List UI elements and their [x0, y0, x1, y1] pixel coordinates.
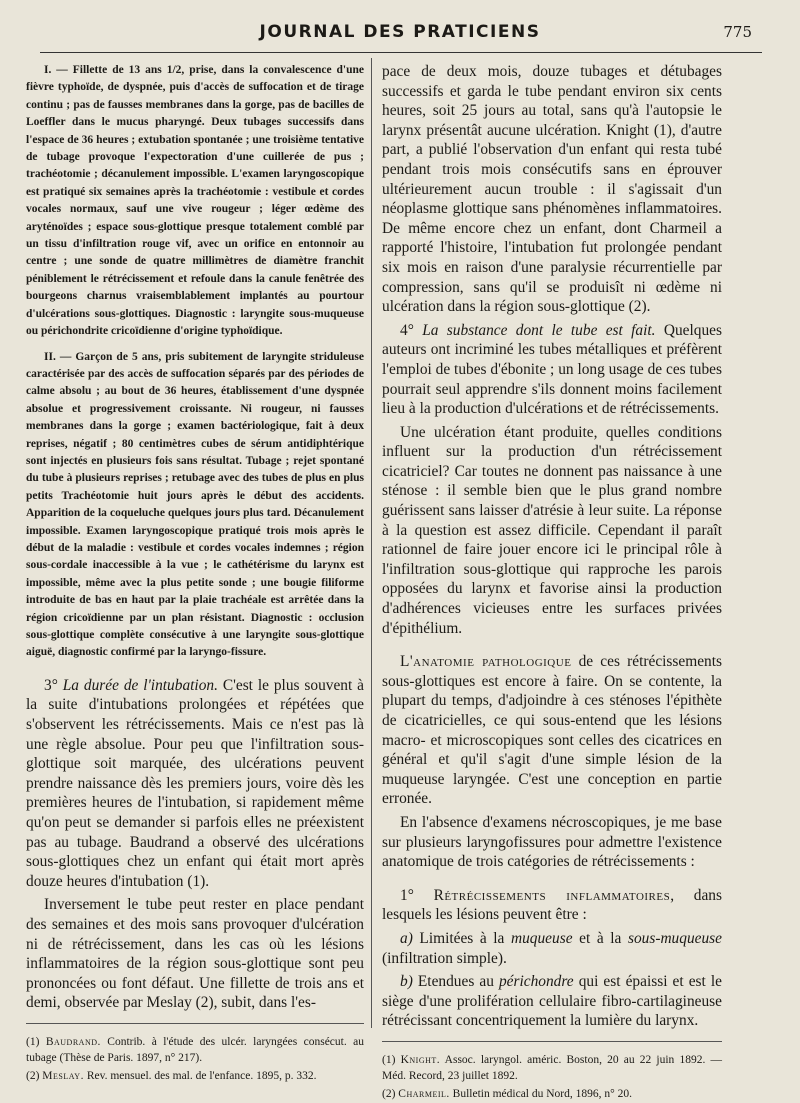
footnote-text: Contrib. à l'étude des ulcér. laryngées consécut. au tubage (Thèse de Paris. 1897, n° 217).: [26, 1035, 364, 1065]
item-text: Limitées à la: [412, 929, 511, 947]
paragraph-inflammatory: [382, 886, 722, 925]
footnote-text: Bulletin médical du Nord, 1896, n° 20.: [449, 1087, 632, 1100]
case-report-1: I. — Fillette de 13 ans 1/2, prise, dans la convalescence d'une fièvre typhoïde, de dyspnée, puis d'accès de suffocation et de tirage continu ; pas de fausses membranes dans la gorge, pas de bacilles de Loeffler dans le mucus pharyngé. Deux tubages successifs dans l'espace de 36 heures ; extubation spontanée ; une troisième tentative de tubage provoque l'expectoration d'une cuillerée de pus ; trachéotomie ; décanulement impossible. L'examen laryngoscopique est pratiqué six semaines après la trachéotomie : vestibule et cordes vocales normaux, sauf une vive rougeur ; léger œdème des aryténoïdes ; espace sous-glottique presque totalement comblé par un tissu d'infiltration rouge vif, avec un orifice en entonnoir au centre ; une sonde de quatre millimètres de diamètre franchit péniblement le rétrécissement et refoule dans la canule fenêtrée des bourgeons charnus vraisemblablement implantés au pourtour d'ulcérations sous-glottiques. Diagnostic : laryngite sous-muqueuse ou périchondrite cricoïdienne d'origine typhoïdique.: [26, 64, 364, 338]
item-text: et à la: [572, 929, 628, 947]
journal-title: JOURNAL DES PRATICIENS: [259, 22, 541, 42]
item-text: Etendues au: [412, 973, 499, 991]
emphasis: muqueuse: [510, 929, 573, 947]
paragraph-anatomy: [382, 652, 722, 809]
paragraph-text: C'est le plus souvent à la suite d'intubations prolongées et répétées que s'observent les rétrécissements. Mais ce n'est pas là une règle absolue. Pour peu que l'infiltration sous-glottique soit marquée, des ulcérations peuvent prendre naissance dès les premiers jours, voire dès les premières heures de l'intubation, si rapidement même qu'on peut se demander si parfois elles ne préexistent pas au tubage. Baudrand a observé des ulcérations sous-glottiques chez un enfant qui était mort après douze heures d'intubation (1).: [26, 676, 364, 890]
section-title: La durée de l'intubation.: [62, 676, 218, 694]
emphasis: périchondre: [498, 973, 574, 991]
section-number: 3°: [44, 676, 58, 694]
header-rule: [40, 52, 762, 53]
page-number: 775: [723, 23, 752, 41]
item-text: (infiltration simple).: [382, 949, 507, 967]
paragraph-intubation-duration: [26, 676, 364, 892]
right-column: [382, 62, 722, 1103]
paragraph-ulceration: Une ulcération étant produite, quelles conditions influent sur la production d'un rétrécissement cicatriciel? Car toutes ne donnent pas naissance à une sténose : il semble bien que le plus grand nombre guérissent sans laisser d'atrésie à leur suite. La réponse à la question est assez difficile. Cependant il paraît rationnel de faire jouer encore ici le principal rôle à l'infiltration sous-glottique qui rapproche les parois opposées du larynx et favorise ainsi la production d'adhérences vicieuses entre les surfaces privées d'épithélium.: [382, 423, 722, 637]
footnote-1: [26, 1034, 364, 1067]
item-label: a): [400, 929, 413, 947]
footnote-number: (2): [26, 1069, 40, 1082]
section-number: 4°: [400, 321, 414, 339]
left-column: [26, 62, 364, 1085]
section-title: La substance dont le tube est fait.: [422, 321, 656, 339]
footnote-number: (2): [382, 1087, 396, 1100]
running-header: [40, 22, 760, 48]
footnote-2: [382, 1086, 722, 1103]
paragraph-text: Quelques auteurs ont incriminé les tubes métalliques et préfèrent l'emploi de tubes d'ébonite ; un long usage de ces tubes pourrait seul apprendre s'ils donnent moins facilement lieu à la production d'ulcérations et de rétrécissements.: [382, 321, 722, 418]
footnote-1: [382, 1052, 722, 1085]
footnote-number: (1): [26, 1035, 40, 1048]
section-title: L'anatomie pathologique: [400, 653, 572, 671]
paragraph-text: , dans lesquels les lésions peuvent être :: [382, 886, 722, 924]
footnote-separator: [382, 1041, 722, 1042]
footnote-author: Baudrand.: [45, 1035, 101, 1048]
footnote-2: [26, 1068, 364, 1085]
paragraph-continuation: pace de deux mois, douze tubages et détubages successifs et garda le tube pendant environ six cents heures, soit 25 jours au total, sans qu'à l'autopsie le larynx présentât aucune ulcération. Knight (1), d'autre part, a publié l'observation d'un enfant qui resta tubé pendant trois mois consécutifs sans en éprouver ultérieurement aucun trouble : il s'agissait d'un néoplasme glottique sans phénomènes inflammatoires. De même encore chez un enfant, dont Charmeil a rapporté l'histoire, l'intubation fut prolongée pendant six mois en raison d'une paralysie récurrentielle par compression, sans qu'il se produisît ni œdème ni ulcération dans la région sous-glottique (2).: [382, 63, 722, 316]
footnote-text: Assoc. laryngol. améric. Boston, 20 au 22 juin 1892. — Méd. Record, 23 juillet 1892.: [382, 1053, 722, 1083]
paragraph-necroscopy: En l'absence d'examens nécroscopiques, je me base sur plusieurs laryngofissures pour admettre l'existence anatomique de trois catégories de rétrécissements :: [382, 813, 722, 871]
footnote-number: (1): [382, 1053, 396, 1066]
footnote-author: Charmeil.: [398, 1087, 450, 1100]
paragraph-tube-substance: [382, 321, 722, 419]
footnote-separator: [26, 1023, 364, 1024]
footnote-author: Knight.: [400, 1053, 441, 1066]
section-title: Rétrécissements inflammatoires: [433, 886, 671, 904]
item-text: qui est épaissi et est le siège d'une prolifération cellulaire fibro-cartilagineuse rétrécissant concentriquement la lumière du larynx.: [382, 973, 722, 1030]
list-item-b: [382, 972, 722, 1031]
footnote-author: Meslay.: [42, 1069, 84, 1082]
item-label: b): [400, 973, 413, 991]
emphasis: sous-muqueuse: [627, 929, 722, 947]
paragraph-inversement: Inversement le tube peut rester en place pendant des semaines et des mois sans provoquer d'ulcération ni de rétrécissement, dans les cas où les lésions inflammatoires de la région sous-glottique sont peu prononcées ou font défaut. Une fillette de trois ans et demi, observée par Meslay (2), subit, dans l'es-: [26, 896, 364, 1012]
paragraph-text: de ces rétrécissements sous-glottiques est encore à faire. On se contente, la plupart du temps, d'adjoindre à ces sténoses l'épithète de cicatricielles, ce qui sous-entend que les lésions macro- et microscopiques sont celles des cicatrices en général et qu'il s'agit d'une simple lésion de la muqueuse laryngée. C'est une conception en partie erronée.: [382, 653, 723, 808]
section-number: 1°: [400, 886, 414, 904]
column-divider: [371, 58, 372, 1028]
footnote-text: Rev. mensuel. des mal. de l'enfance. 1895, p. 332.: [83, 1069, 317, 1082]
case-report-2: II. — Garçon de 5 ans, pris subitement de laryngite striduleuse caractérisée par des accès de suffocation séparés par des périodes de calme absolu ; au bout de 36 heures, établissement d'une dyspnée absolue et progressivement croissante. Ni rougeur, ni fausses membranes dans la gorge ; examen bactériologique, fait à deux reprises, négatif ; 80 centimètres cubes de sérum antidiphtérique sont injectés en plusieurs fois sans résultat. Tubage ; rejet spontané du tube à plusieurs reprises ; retubage avec des tubes de plus en plus petits Trachéotomie huit jours après le début des accidents. Apparition de la coqueluche quelques jours plus tard. Décanulement impossible. Examen laryngoscopique pratiqué trois mois après le début de la maladie : vestibule et cordes vocales indemnes ; région sous-cordale inaccessible à la vue ; le cathétérisme du larynx est impossible, même avec la plus petite sonde ; une bougie filiforme introduite de bas en haut par la plaie trachéale est arrêtée dans la région cricoïdienne par un plan résistant. Diagnostic : occlusion sous-glottique complète consécutive à une laryngite sous-glottique aiguë, diagnostic confirmé par la laryngo-fissure.: [26, 350, 364, 659]
list-item-a: [382, 929, 722, 968]
